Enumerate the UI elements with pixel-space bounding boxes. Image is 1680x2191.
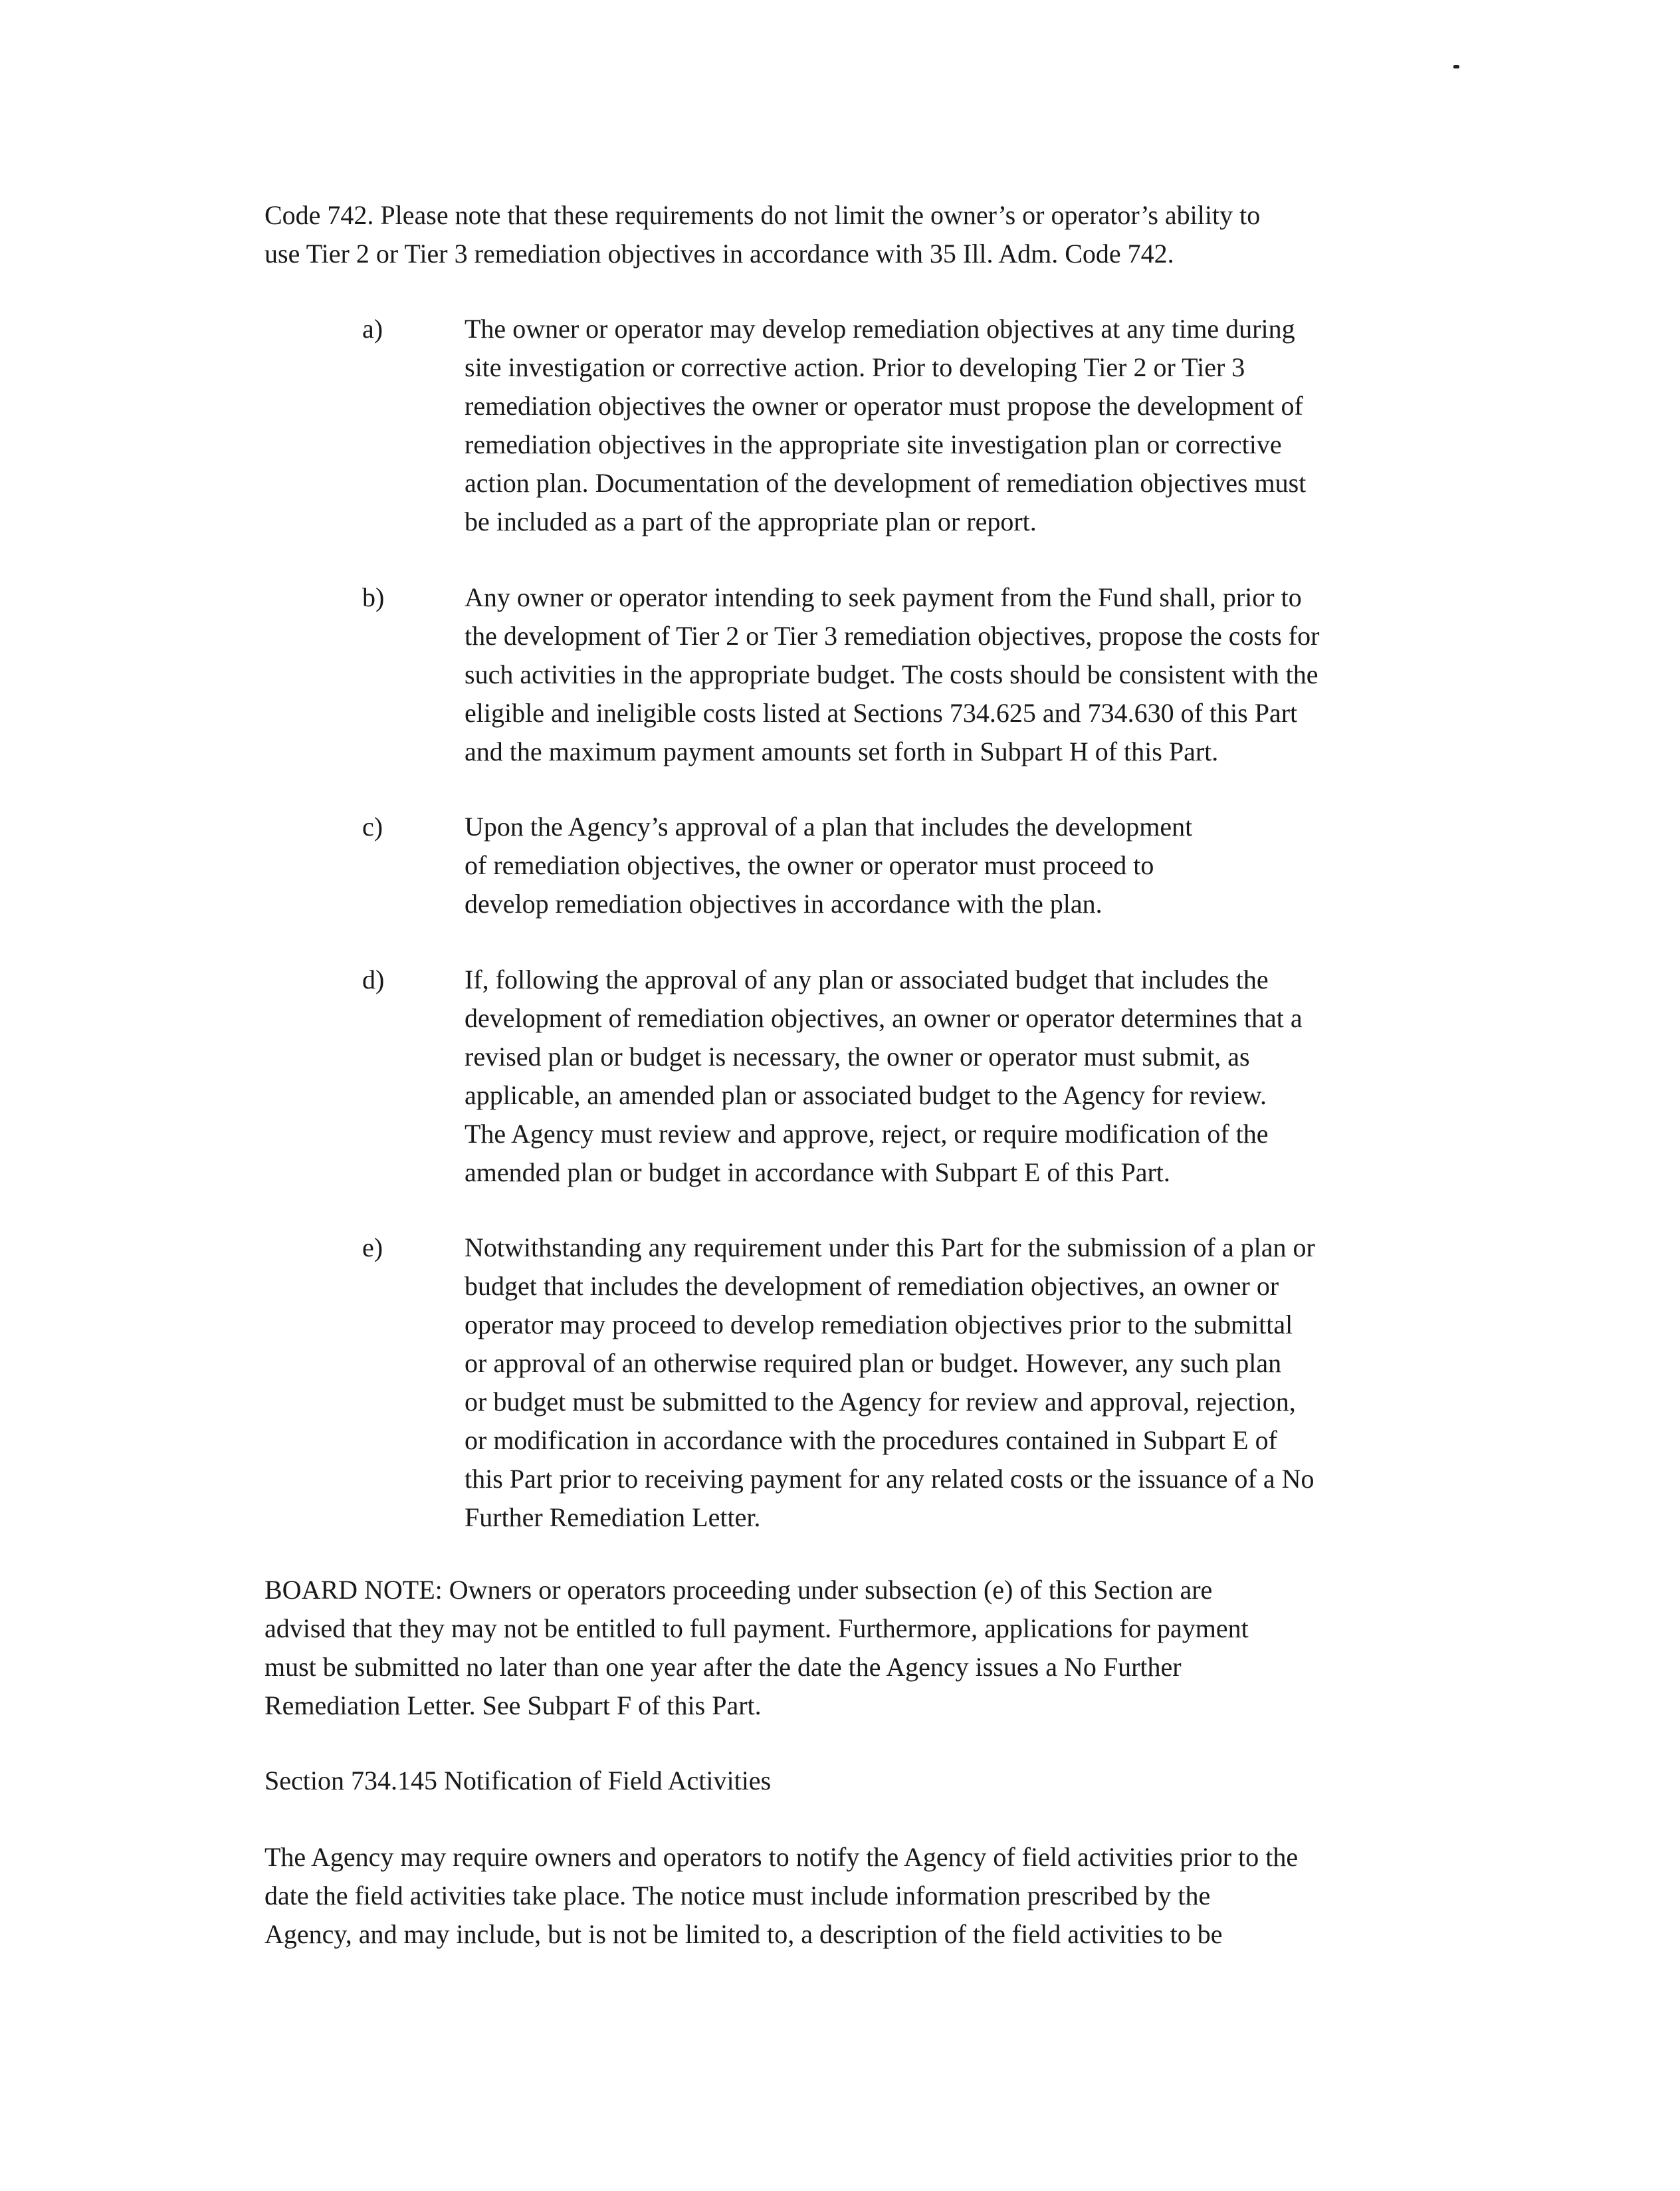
subsection-label: b)	[362, 582, 385, 612]
subsection-text: Upon the Agency’s approval of a plan that includes the development of remediation objectives, the owner or operator must proceed to develop remediation objectives in accordance with the plan.	[465, 812, 1193, 919]
section-body: The Agency may require owners and operators to notify the Agency of field activities prior to the date the field activities take place. The notice must include information prescribed by the Agency, and may include, but is not be limited to, a description of the field activities to be	[264, 1842, 1299, 1949]
subsection-text: Any owner or operator intending to seek payment from the Fund shall, prior to the development of Tier 2 or Tier 3 remediation objectives, propose the costs for such activities in the appropriate budget. The costs should be consistent with the eligible and ineligible costs listed at Sections 734.625 and 734.630 of this Part and the maximum payment amounts set forth in Subpart H of this Part.	[465, 582, 1320, 766]
subsection-text: The owner or operator may develop remediation objectives at any time during site investigation or corrective action. Prior to developing Tier 2 or Tier 3 remediation objectives the owner or operator must propose the development of remediation objectives in the appropriate site investigation plan or corrective action plan. Documentation of the development of remediation objectives must be included as a part of the appropriate plan or report.	[465, 314, 1307, 536]
section-heading: Section 734.145 Notification of Field Activities	[264, 1766, 772, 1795]
subsection-label: c)	[362, 812, 383, 842]
intro-paragraph: Code 742. Please note that these requirements do not limit the owner’s or operator’s ability to use Tier 2 or Tier 3 remediation objectives in accordance with 35 Ill. Adm. Code 742.	[264, 200, 1261, 269]
board-note: BOARD NOTE: Owners or operators proceeding under subsection (e) of this Section are advised that they may not be entitled to full payment. Furthermore, applications for payment must be submitted no later than one year after the date the Agency issues a No Further Remediation Letter. See Subpart F of this Part.	[264, 1575, 1249, 1720]
subsection-label: a)	[362, 314, 383, 344]
scan-mark	[1453, 65, 1459, 68]
subsection-text: If, following the approval of any plan or associated budget that includes the development of remediation objectives, an owner or operator determines that a revised plan or budget is necessary, the owner or operator must submit, as applicable, an amended plan or associated budget to the Agency for review. The Agency must review and approve, reject, or require modification of the amended plan or budget in accordance with Subpart E of this Part.	[465, 965, 1303, 1187]
subsection-text: Notwithstanding any requirement under this Part for the submission of a plan or budget that includes the development of remediation objectives, an owner or operator may proceed to develop remediation objectives prior to the submittal or approval of an otherwise required plan or budget. However, any such plan or budget must be submitted to the Agency for review and approval, rejection, or modification in accordance with the procedures contained in Subpart E of this Part prior to receiving payment for any related costs or the issuance of a No Further Remediation Letter.	[465, 1232, 1315, 1532]
subsection-label: d)	[362, 965, 385, 994]
subsection-label: e)	[362, 1232, 383, 1262]
